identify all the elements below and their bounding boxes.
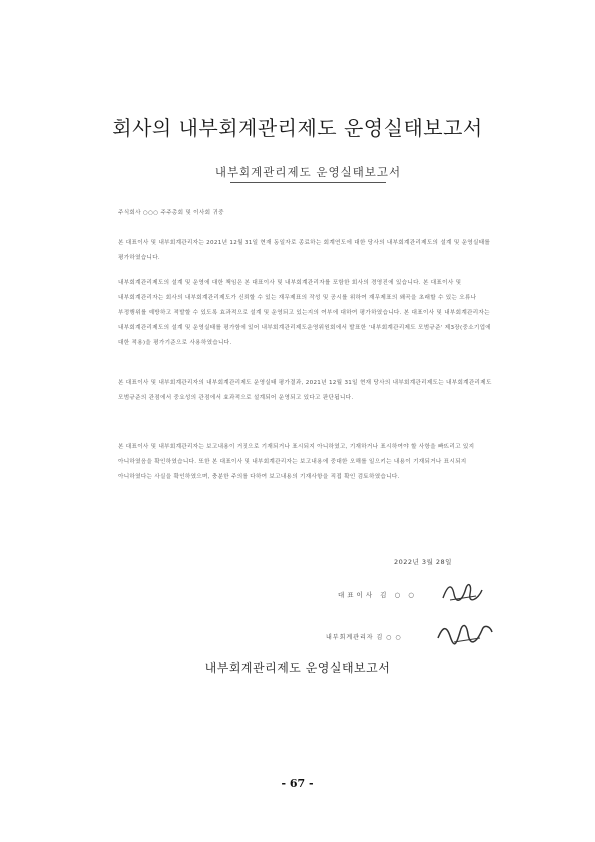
report-paragraph-4: 본 대표이사 및 내부회계관리자는 보고내용이 거짓으로 기재되거나 표시되지 아니하였고, 기재하거나 표시하여야 할 사항을 빠뜨리고 있지 아니하였음을 확인하였습니다. 또한 본 대표이사 및 내부회계관리자는 보고내용에 중대한 오해를 일으키는 내용이 기재되거나 표시되지 아니하였다는 사실을 확인하였으며, 충분한 주의를 다하여 보고내용의 기재사항을 직접 확인 검토하였습니다. [118, 444, 475, 480]
report-paragraph-3: 본 대표이사 및 내부회계관리자의 내부회계관리제도 운영실태 평가결과, 2021년 12월 31일 현재 당사의 내부회계관리제도는 내부회계관리제도 모범규준의 관점에서 중요성의 관점에서 효과적으로 설계되어 운영되고 있다고 판단됩니다. [118, 380, 492, 401]
report-date: 2022년 3월 28일 [394, 558, 452, 566]
report-recipient: 주식회사 ○○○ 주주총회 및 이사회 귀중 [118, 210, 224, 216]
scanned-report [114, 150, 502, 715]
ceo-signature-mark [440, 580, 484, 610]
ceo-signature-line: 대표이사 김 ○ ○ [338, 591, 417, 599]
title-underline [230, 182, 386, 183]
report-title: 내부회계관리제도 운영실태보고서 [214, 165, 402, 179]
page-title: 회사의 내부회계관리제도 운영실태보고서 [112, 116, 483, 140]
officer-signature-mark [436, 618, 494, 654]
figure-caption: 내부회계관리제도 운영실태보고서 [204, 661, 391, 675]
officer-signature-line: 내부회계관리자 김 ○ ○ [326, 634, 402, 641]
page-number: - 67 - [281, 777, 314, 790]
report-paragraph-2: 내부회계관리제도의 설계 및 운영에 대한 책임은 본 대표이사 및 내부회계관리자를 포함한 회사의 경영진에 있습니다. 본 대표이사 및 내부회계관리자는 회사의 내부회계관리제도가 신뢰할 수 있는 재무제표의 작성 및 공시를 위하여 재무제표의 왜곡을 초래할 수 있는 오류나 부정행위를 예방하고 적발할 수 있도록 효과적으로 설계 및 운영되고 있는지의 여부에 대하여 평가하였습니다. 본 대표이사 및 내부회계관리자는 내부회계관리제도의 설계 및 운영실태를 평가함에 있어 내부회계관리제도운영위원회에서 발표한 '내부회계관리제도 모범규준' 제3장(중소기업에 대한 적용)을 평가기준으로 사용하였습니다. [118, 280, 492, 346]
report-paragraph-1: 본 대표이사 및 내부회계관리자는 2021년 12월 31일 현재 동일자로 종료하는 회계연도에 대한 당사의 내부회계관리제도의 설계 및 운영실태를 평가하였습니다. [118, 240, 491, 261]
